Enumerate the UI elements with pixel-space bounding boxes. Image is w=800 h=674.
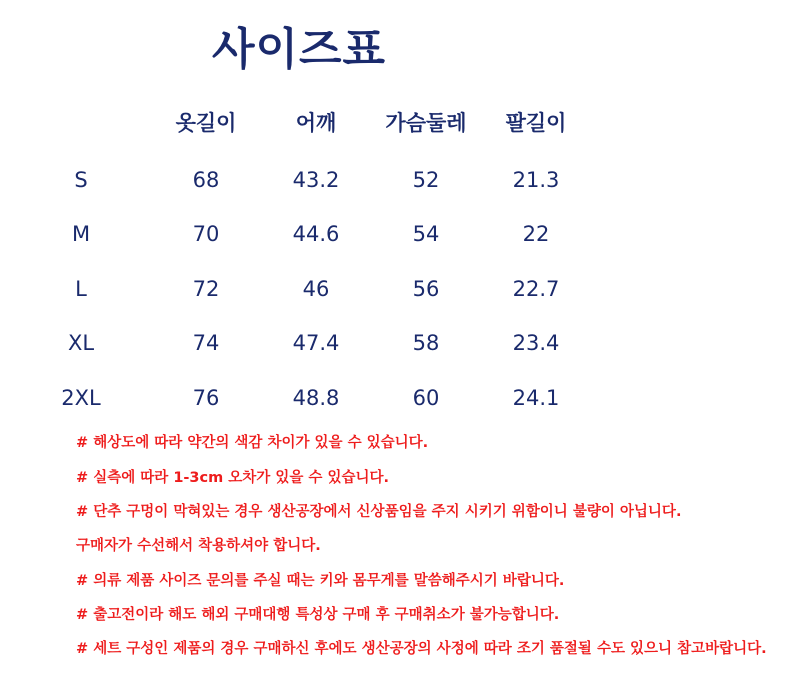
length-value: 76 (192, 386, 220, 410)
header-chest: 가슴둘레 (385, 111, 467, 135)
size-label: M (71, 222, 91, 246)
notice-item: # 해상도에 따라 약간의 색감 차이가 있을 수 있습니다. (76, 435, 429, 451)
sleeve-value: 24.1 (512, 386, 560, 410)
sleeve-value: 23.4 (512, 331, 560, 355)
shoulder-value: 46 (302, 277, 330, 301)
length-value: 68 (192, 168, 220, 192)
shoulder-value: 43.2 (292, 168, 340, 192)
size-label: 2XL (61, 386, 101, 410)
length-value: 72 (192, 277, 220, 301)
sleeve-value: 22.7 (512, 277, 560, 301)
header-length: 옷길이 (175, 111, 237, 135)
sleeve-value: 22 (522, 222, 550, 246)
chest-value: 56 (412, 277, 440, 301)
shoulder-value: 48.8 (292, 386, 340, 410)
header-shoulder: 어깨 (295, 111, 337, 135)
notice-item: # 단추 구멍이 막혀있는 경우 생산공장에서 신상품임을 주지 시키기 위함이니 불량이 아닙니다. (76, 504, 682, 520)
notice-item: # 세트 구성인 제품의 경우 구매하신 후에도 생산공장의 사정에 따라 조기 품절될 수도 있으니 참고바랍니다. (76, 641, 767, 657)
chest-value: 58 (412, 331, 440, 355)
size-label: S (74, 168, 88, 192)
notice-item: # 실측에 따라 1-3cm 오차가 있을 수 있습니다. (76, 470, 389, 486)
chest-value: 54 (412, 222, 440, 246)
notice-item: # 의류 제품 사이즈 문의를 주실 때는 키와 몸무게를 말씀해주시기 바랍니다. (76, 573, 565, 589)
size-label: XL (67, 331, 95, 355)
length-value: 74 (192, 331, 220, 355)
chest-value: 60 (412, 386, 440, 410)
notice-item: # 출고전이라 해도 해외 구매대행 특성상 구매 후 구매취소가 불가능합니다. (76, 607, 560, 623)
length-value: 70 (192, 222, 220, 246)
notice-item: 구매자가 수선해서 착용하셔야 합니다. (76, 538, 321, 554)
chest-value: 52 (412, 168, 440, 192)
header-sleeve: 팔길이 (505, 111, 567, 135)
shoulder-value: 47.4 (292, 331, 340, 355)
size-chart-title: 사이즈표 (212, 24, 387, 75)
shoulder-value: 44.6 (292, 222, 340, 246)
size-label: L (75, 277, 87, 301)
sleeve-value: 21.3 (512, 168, 560, 192)
